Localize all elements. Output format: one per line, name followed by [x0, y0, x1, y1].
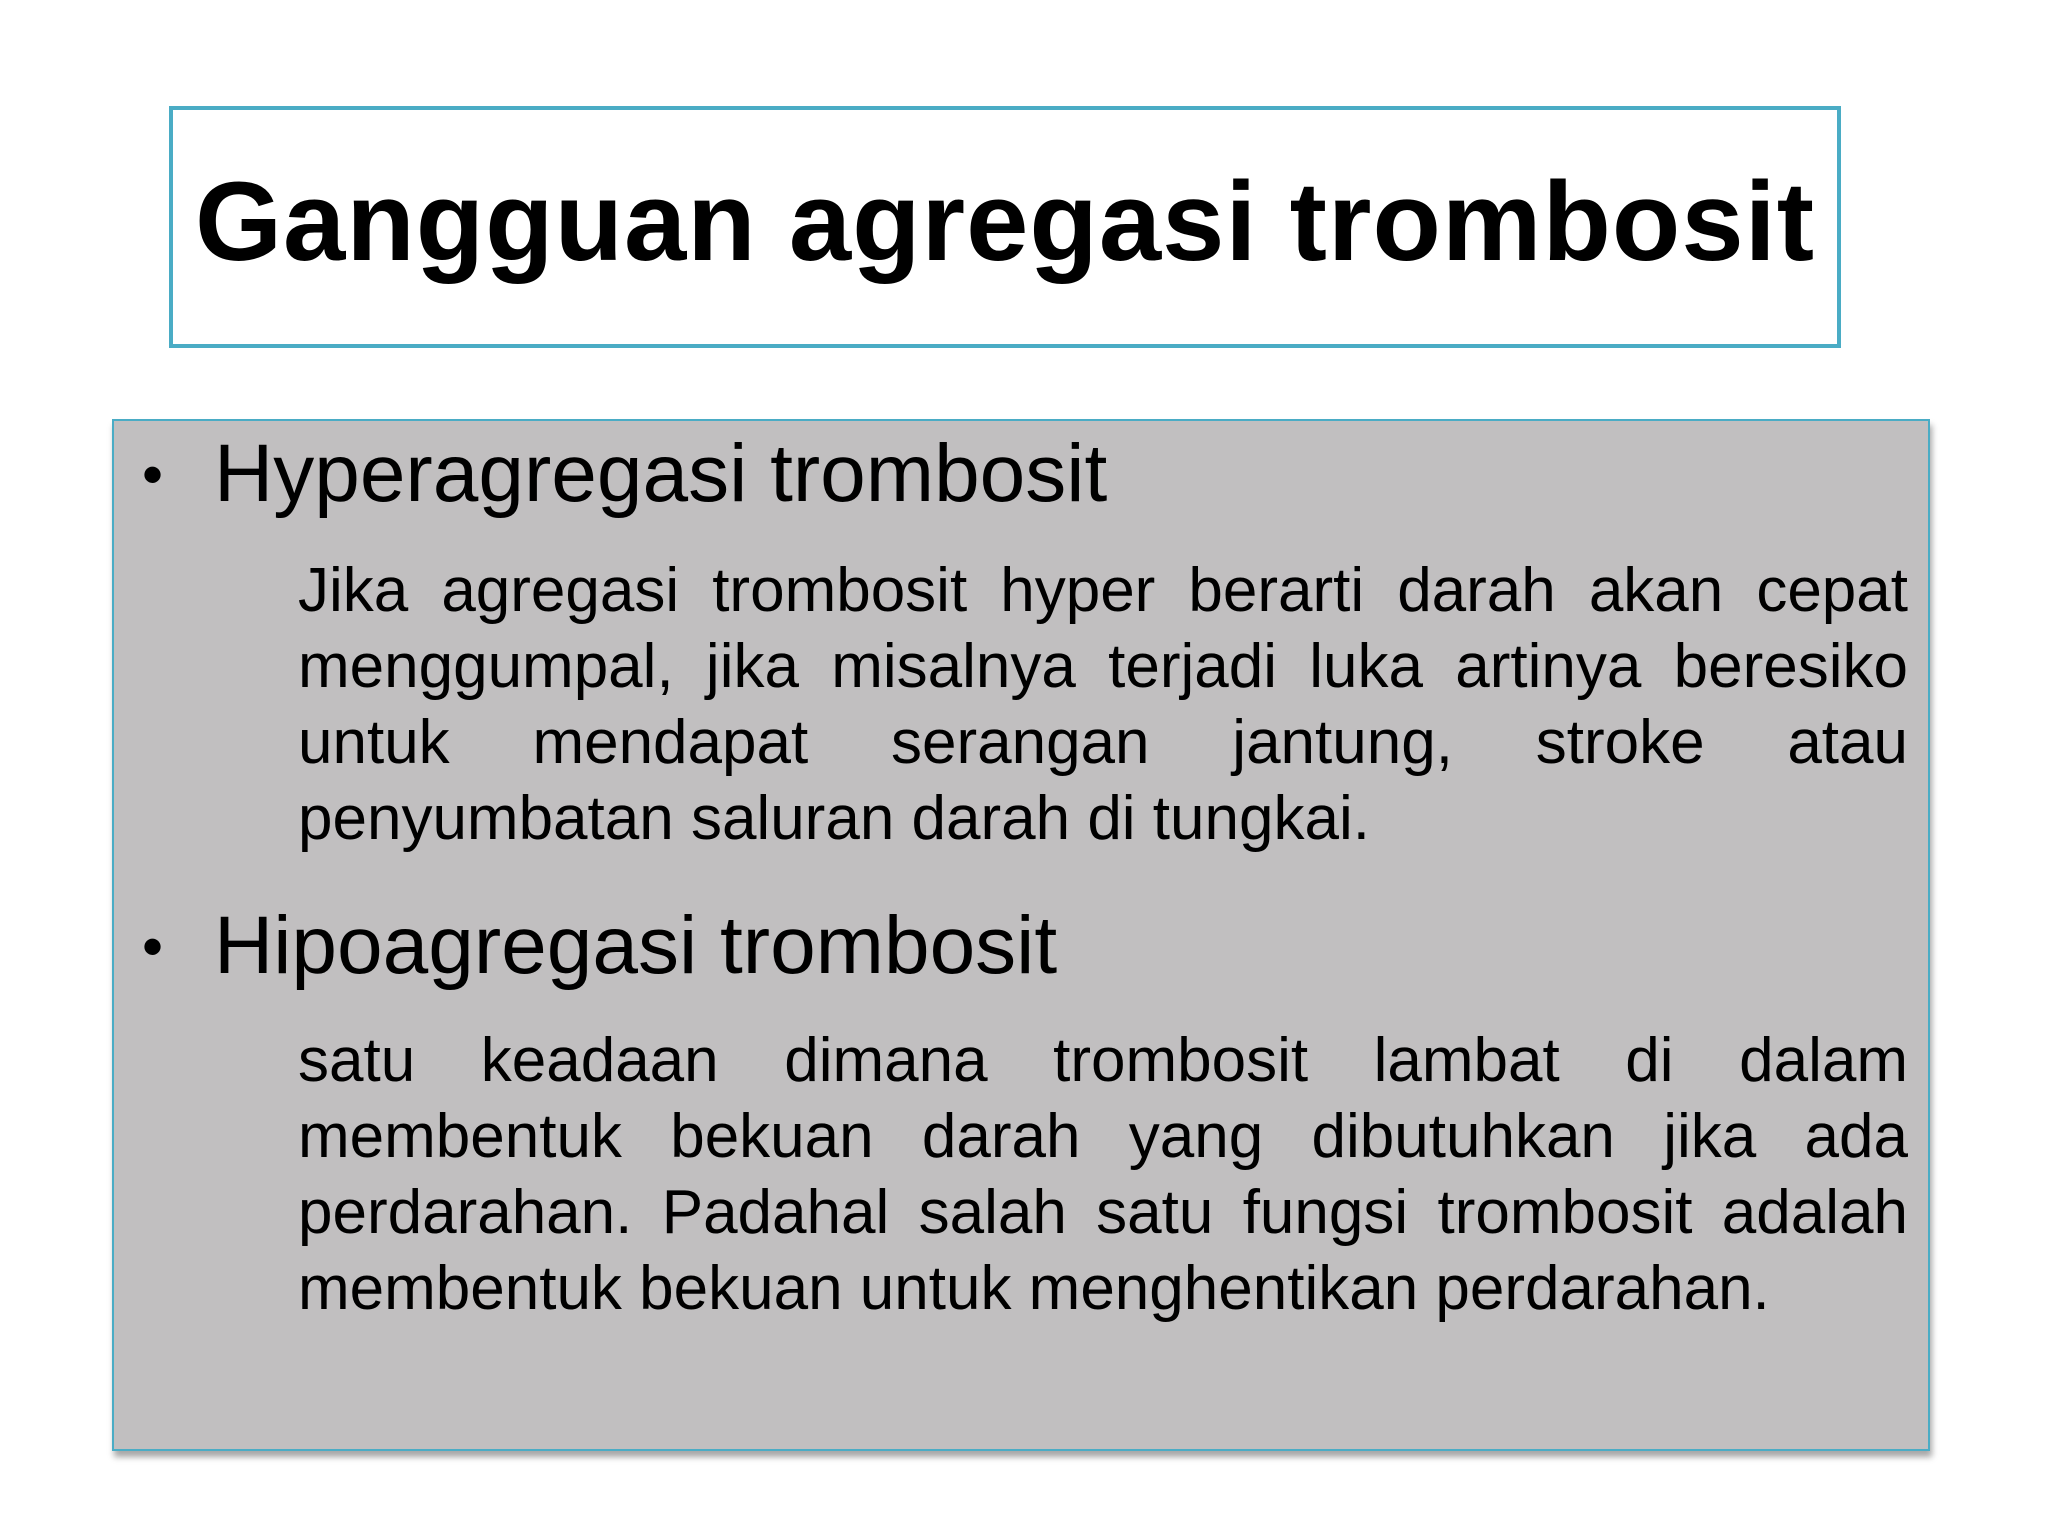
bullet-icon: • [142, 441, 164, 508]
paragraph-hipoagregasi: satu keadaan dimana trombosit lambat di dalam membentuk bekuan darah yang dibutuhkan jika ada perdarahan. Padahal salah satu fungsi trombosit adalah membentuk bekuan untuk menghentikan perdarahan. [298, 1026, 1908, 1323]
title-box [169, 106, 1841, 348]
bullet-heading-hyperagregasi: Hyperagregasi trombosit [214, 428, 1108, 519]
slide-title: Gangguan agregasi trombosit [194, 159, 1816, 284]
paragraph-hyperagregasi: Jika agregasi trombosit hyper berarti darah akan cepat menggumpal, jika misalnya terjadi luka artinya beresiko untuk mendapat serangan jantung, stroke atau penyumbatan saluran darah di tungkai. [298, 556, 1908, 853]
bullet-icon: • [142, 913, 164, 980]
content-box [112, 419, 1930, 1451]
bullet-heading-hipoagregasi: Hipoagregasi trombosit [214, 900, 1058, 991]
